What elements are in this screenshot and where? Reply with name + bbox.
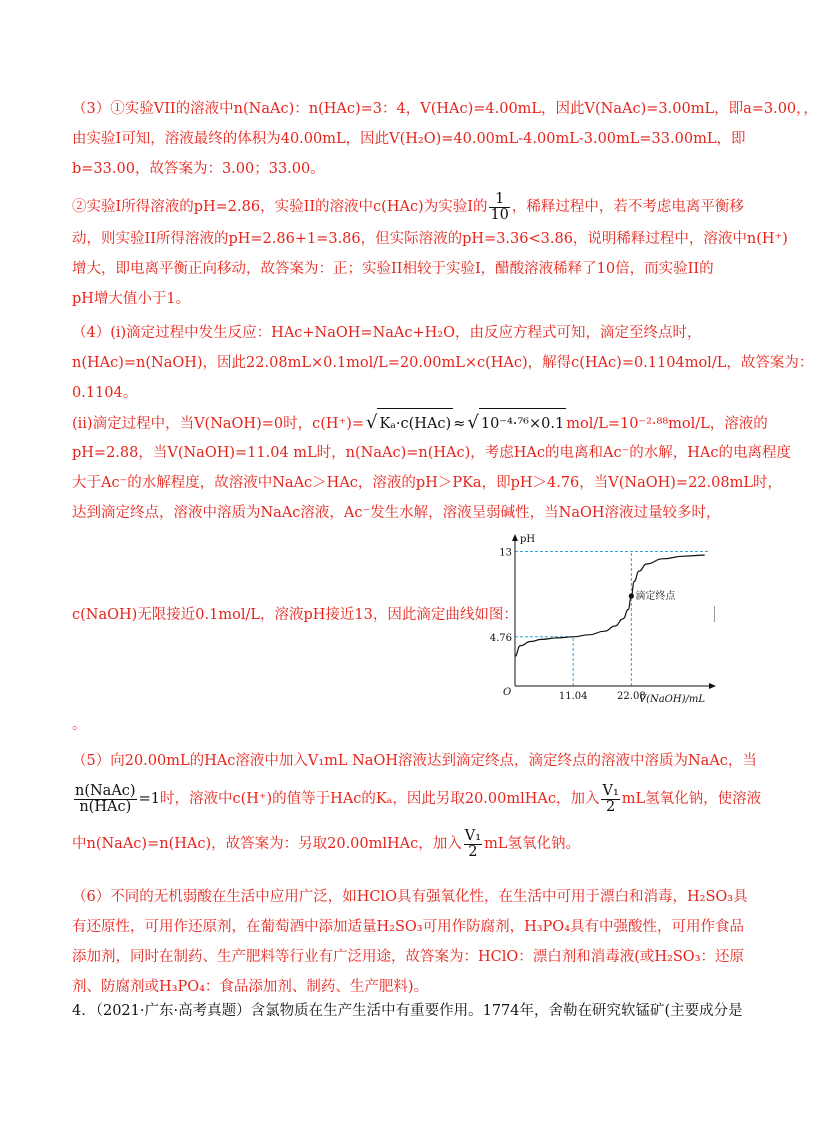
endpoint-marker — [629, 593, 634, 598]
fraction-nnaac-nhac: $\frac{\text{n(NaAc)}}{\text{n(HAc)}}$ — [75, 782, 136, 815]
part4ii-line2: pH=2.88，当V(NaOH)=11.04 mL时，n(NaAc)=n(HAc)，考虑HAc的电离和Ac⁻的水解，HAc的电离程度 — [72, 445, 791, 461]
part4-line2: n(HAc)=n(NaOH)，因此22.08mL×0.1mol/L=20.00mL×c(HAc)，解得c(HAc)=0.1104mol/L，故答案为： — [72, 355, 814, 371]
part4-line3: 0.1104。 — [72, 385, 138, 401]
answer-part-3 — [72, 94, 818, 184]
question-4-text: 4．（2021·广东·高考真题）含氯物质在生产生活中有重要作用。1774年，舍勒在研究软锰矿(主要成分是 — [72, 1003, 743, 1019]
part3-2-line1: ②实验I所得溶液的pH=2.86，实验II的溶液中c(HAc)为实验I的 $\frac{1}{10}$ ，稀释过程中，若不考虑电离平衡移 — [72, 190, 744, 223]
x-tick-11-04: 11.04 — [558, 691, 588, 702]
y-axis-label: pH — [520, 534, 536, 545]
y-tick-4-76: 4.76 — [489, 632, 512, 644]
part6-line1: （6）不同的无机弱酸在生活中应用广泛，如HClO具有强氧化性，在生活中可用于漂白和消毒，H₂SO₃具 — [72, 889, 748, 905]
part4ii-line1: (ii)滴定过程中，当V(NaOH)=0时，c(H⁺)= √ Kₐ·c(HAc) ≈ √ 10⁻⁴·⁷⁶×0.1 mol/L=10⁻²·⁸⁸mol/L，溶液的 — [72, 408, 732, 438]
endpoint-annotation: 滴定终点 — [635, 591, 676, 602]
titration-curve — [515, 555, 705, 656]
part6-line3: 添加剂，同时在制药、生产肥料等行业有广泛用途，故答案为：HClO：漂白剂和消毒液(或H₂SO₃：还原 — [72, 949, 745, 965]
part6-line2: 有还原性，可用作还原剂，在葡萄酒中添加适量H₂SO₃可用作防腐剂，H₃PO₄具有中强酸性，可用作食品 — [72, 919, 745, 935]
part4ii-line5: c(NaOH)无限接近0.1mol/L，溶液pH接近13，因此滴定曲线如图： — [72, 607, 518, 623]
titration-curve-chart — [489, 528, 720, 708]
x-tick-22-08: 22.08 — [617, 691, 646, 702]
part4ii-line3: 大于Ac⁻的水解程度，故溶液中NaAc＞HAc，溶液的pH＞PKa，即pH＞4.76，当V(NaOH)=22.08mL时， — [72, 475, 782, 491]
sqrt-sign: √ — [467, 412, 479, 433]
y-axis-arrow — [512, 534, 518, 541]
sqrt-value: 10⁻⁴·⁷⁶×0.1 — [479, 408, 566, 439]
x-axis-label: V(NaOH)/mL — [638, 694, 705, 705]
part6-line4: 剂、防腐剂或H₃PO₄：食品添加剂、制药、生产肥料)。 — [72, 979, 429, 995]
part5-line3: 中n(NaAc)=n(HAc)，故答案为：另取20.00mlHAc，加入 $\frac{\text{V₁}}{2}$ mL氢氧化钠。 — [72, 827, 580, 860]
part3-2-line4: pH增大值小于1。 — [72, 291, 191, 307]
question-4-stem — [72, 996, 743, 1026]
x-axis-arrow — [709, 683, 716, 689]
sqrt-sign: √ — [366, 412, 378, 433]
part3-line1: （3）①实验VII的溶液中n(NaAc)：n(HAc)=3：4，V(HAc)=4.00mL，因此V(NaAc)=3.00mL，即a=3.00，， — [72, 101, 818, 117]
part3-line3: b=33.00，故答案为：3.00；33.00。 — [72, 161, 325, 177]
origin-label: O — [503, 687, 512, 698]
answer-part-6 — [72, 882, 748, 1002]
fraction-one-tenth: $\frac{1}{10}$ — [490, 190, 509, 223]
part5-line1: （5）向20.00mL的HAc溶液中加入V₁mL NaOH溶液达到滴定终点，滴定终点的溶液中溶质为NaAc，当 — [72, 753, 757, 769]
answer-part-5 — [72, 746, 762, 866]
sqrt-ka-chac: Kₐ·c(HAc) — [377, 408, 453, 439]
page-edge-mark — [714, 606, 715, 622]
part3-2-line3: 增大，即电离平衡正向移动，故答案为：正；实验II相较于实验I，醋酸溶液稀释了10倍，而实验II的 — [72, 261, 714, 277]
part5-line2: $\frac{\text{n(NaAc)}}{\text{n(HAc)}}$ =1时，溶液中c(H⁺)的值等于HAc的Kₐ，因此另取20.00mlHAc，加入 $\frac{\text{V₁}}{2}$ mL氢氧化钠，使溶液 — [75, 782, 762, 815]
fraction-v1-half-2: $\frac{\text{V₁}}{2}$ — [464, 827, 482, 860]
y-tick-13: 13 — [499, 547, 512, 559]
answer-part-4-ii — [72, 408, 791, 528]
fraction-v1-half: $\frac{\text{V₁}}{2}$ — [602, 782, 619, 815]
answer-part-4-i — [72, 318, 814, 408]
part4-line1: （4）(i)滴定过程中发生反应：HAc+NaOH=NaAc+H₂O，由反应方程式可知，滴定至终点时， — [72, 325, 702, 341]
part4ii-line6: 。 — [72, 717, 87, 733]
part3-2-line2: 动，则实验II所得溶液的pH=2.86+1=3.86，但实际溶液的pH=3.36<3.86，说明稀释过程中，溶液中n(H⁺) — [72, 231, 788, 247]
part3-line2: 由实验I可知，溶液最终的体积为40.00mL，因此V(H₂O)=40.00mL-4.00mL-3.00mL=33.00mL，即 — [72, 131, 746, 147]
answer-part-3-2 — [72, 190, 788, 314]
part4ii-line4: 达到滴定终点，溶液中溶质为NaAc溶液，Ac⁻发生水解，溶液呈弱碱性，当NaOH溶液过量较多时， — [72, 505, 721, 521]
